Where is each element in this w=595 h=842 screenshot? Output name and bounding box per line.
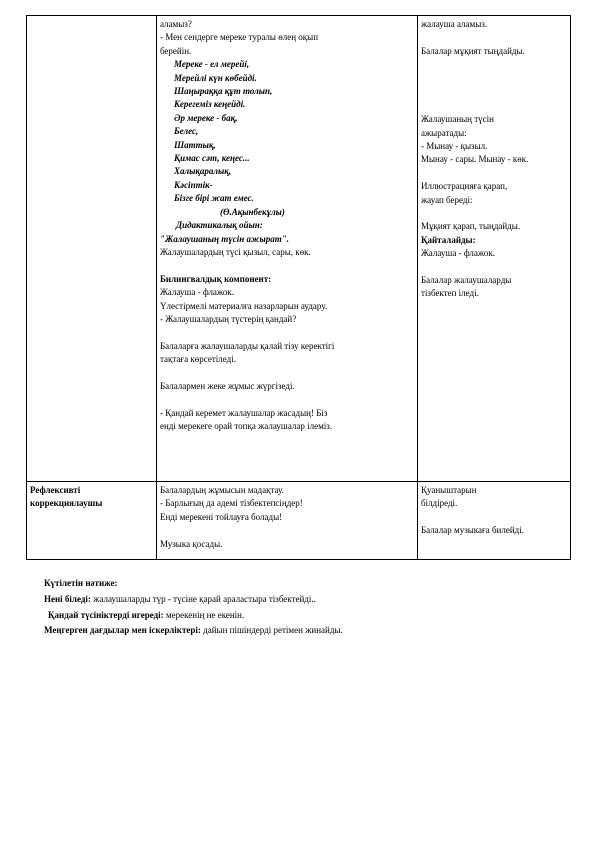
text-line: - Жалаушалардың түстерің қандай? [159,313,297,324]
text-line: - Мынау - қызыл. [420,141,488,152]
poem-line: Бізге бірі жат емес. [173,193,254,204]
table-row [27,482,571,560]
text-line: аламыз? [159,19,192,29]
stage-label: коррекциялаушы [30,498,103,509]
poem-line: Шаңыраққа құт толып, [173,86,273,97]
text-line: Мұқият қарап, тыңдайды. [420,221,521,232]
results-skills [44,623,343,639]
text-line: Иллюстрацияға қарап, [420,181,508,192]
text-line: тақтаға көрсетіледі. [159,354,236,365]
text-line: білдіреді. [420,498,458,509]
text-line: Қайталайды: [420,234,476,245]
text-line: енді мерекеге орай топқа жалаушалар ілеміз. [159,421,333,432]
poem-author: (Ө.Ақынбекұлы) [219,206,285,217]
child-activity-cell [417,16,570,482]
stage-label: Рефлексивті [30,485,81,495]
poem-line: Керегеміз кеңейді. [173,99,246,110]
text-line: - Барлығың да әдемі тізбектепсіңдер! [159,498,303,509]
poem-line: Мереке - ел мерейі, [173,59,250,70]
text-line: Енді мерекені тойлауға болады! [159,511,283,522]
text-line: Музыка қосады. [159,538,223,549]
text-line: жалауша аламыз. [420,19,488,29]
stage-cell [27,16,157,482]
game-name: "Жалаушаның түсін ажырат". [159,233,290,244]
text-line: - Қандай керемет жалаушалар жасадың! Біз [159,407,328,418]
text-line: ажыратады: [420,127,467,138]
text-line: Балалардың жұмысын мадақтау. [159,485,284,495]
game-title: Дидактикалық ойын: [175,220,263,231]
know-text: жалаушаларды түр - түсіне қарай араластыра тізбектейді.. [90,593,316,604]
text-line: тізбектеп іледі. [420,288,479,299]
text-line: жауап береді: [420,194,473,205]
understand-text: мерекенің не екенін. [163,609,245,620]
poem-line: Қимас сәт, кеңес... [173,153,250,164]
skills-text: дайын пішіндерді ретімен жинайды. [200,625,343,636]
text-line: берейін. [159,45,192,56]
results-know [44,592,343,608]
bilingual-title: Билингвалдық компонент: [159,273,272,284]
poem-line: Белес, [173,126,199,137]
expected-results [44,576,343,639]
text-line: Балалар мұқият тыңдайды. [420,45,525,56]
results-title: Күтілетін нәтиже: [44,578,118,588]
text-line: Үлестірмелі материалға назарларын аудару. [159,300,328,311]
text-line: Мынау - сары. Мынау - көк. [420,154,529,165]
text-line: Жалаушаның түсін [420,114,494,125]
poem-line: Кәсіптік- [173,179,213,190]
text-line: Балаларға жалаушаларды қалай тізу керектігі [159,340,335,351]
child-activity-cell [417,482,570,560]
know-label: Нені біледі: [44,593,91,604]
teacher-activity-cell [156,16,417,482]
stage-cell [27,482,157,560]
text-line: Жалаушалардың түсі қызыл, сары, көк. [159,246,311,257]
text-line: Қуаныштарын [420,485,477,495]
results-understand [44,608,343,624]
text-line: Балалар музыкаға билейді. [420,525,524,536]
text-line: Жалауша - флажок. [420,248,496,259]
understand-label: Қандай түсініктерді игереді: [48,609,164,620]
poem-line: Халықаралық, [173,166,232,177]
poem-line: Шаттық, [173,139,216,150]
poem-line: Әр мереке - бақ, [173,112,238,123]
text-line: Балалар жалаушаларды [420,275,512,286]
text-line: - Мен сендерге мереке туралы өлең оқып [159,32,319,43]
teacher-activity-cell [156,482,417,560]
text-line: Балалармен жеке жұмыс жүргізеді. [159,380,295,391]
text-line: Жалауша - флажок. [159,287,235,298]
skills-label: Меңгерген дағдылар мен іскерліктері: [44,625,201,636]
lesson-table [26,15,571,560]
table-row [27,16,571,482]
poem-line: Мерейлі күн көбейді. [173,72,257,83]
